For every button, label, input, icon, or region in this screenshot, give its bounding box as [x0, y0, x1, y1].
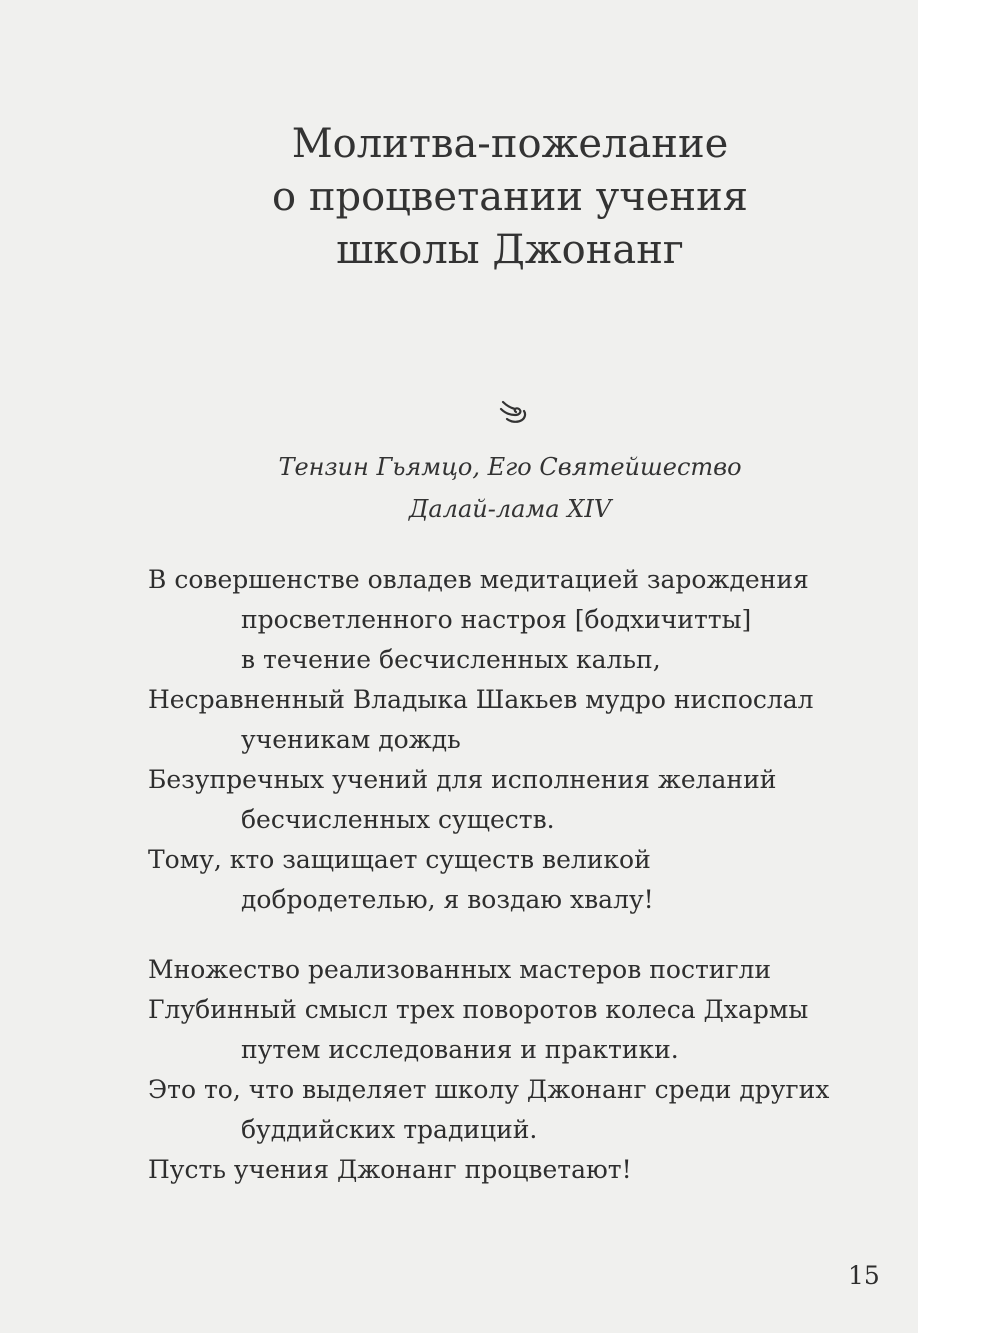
author-attribution	[0, 446, 1000, 530]
author-line-2: Далай-лама XIV	[408, 495, 612, 523]
title-line-1: Молитва-пожелание	[291, 121, 729, 167]
verse-line: бесчисленных существ.	[241, 805, 555, 834]
verse-line: буддийских традиций.	[241, 1115, 538, 1144]
page-number: 15	[848, 1261, 880, 1290]
verse-line: В совершенстве овладев медитацией зарождения	[148, 565, 809, 594]
verse-line: Тому, кто защищает существ великой	[148, 845, 651, 874]
verse-line: Это то, что выделяет школу Джонанг среди других	[148, 1075, 830, 1104]
title-line-2: о процветании учения	[272, 174, 748, 220]
verse-line: Глубинный смысл трех поворотов колеса Дхармы	[148, 995, 809, 1024]
verse-line: Пусть учения Джонанг процветают!	[148, 1155, 632, 1184]
verse-line: Безупречных учений для исполнения желаний	[148, 765, 777, 794]
author-line-1: Тензин Гьямцо, Его Святейшество	[278, 453, 742, 481]
verse-line: путем исследования и практики.	[241, 1035, 679, 1064]
swirl-ornament-icon	[497, 398, 529, 428]
page-title	[0, 118, 1000, 277]
verse-stanza-2	[148, 950, 829, 1190]
verse-line: ученикам дождь	[241, 725, 461, 754]
verse-line: Множество реализованных мастеров постигли	[148, 955, 772, 984]
verse-stanza-1	[148, 560, 814, 920]
verse-line: в течение бесчисленных кальп,	[241, 645, 661, 674]
verse-line: Несравненный Владыка Шакьев мудро ниспослал	[148, 685, 814, 714]
title-line-3: школы Джонанг	[336, 227, 684, 273]
verse-line: просветленного настроя [бодхичитты]	[241, 605, 752, 634]
verse-line: добродетелью, я воздаю хвалу!	[241, 885, 654, 914]
